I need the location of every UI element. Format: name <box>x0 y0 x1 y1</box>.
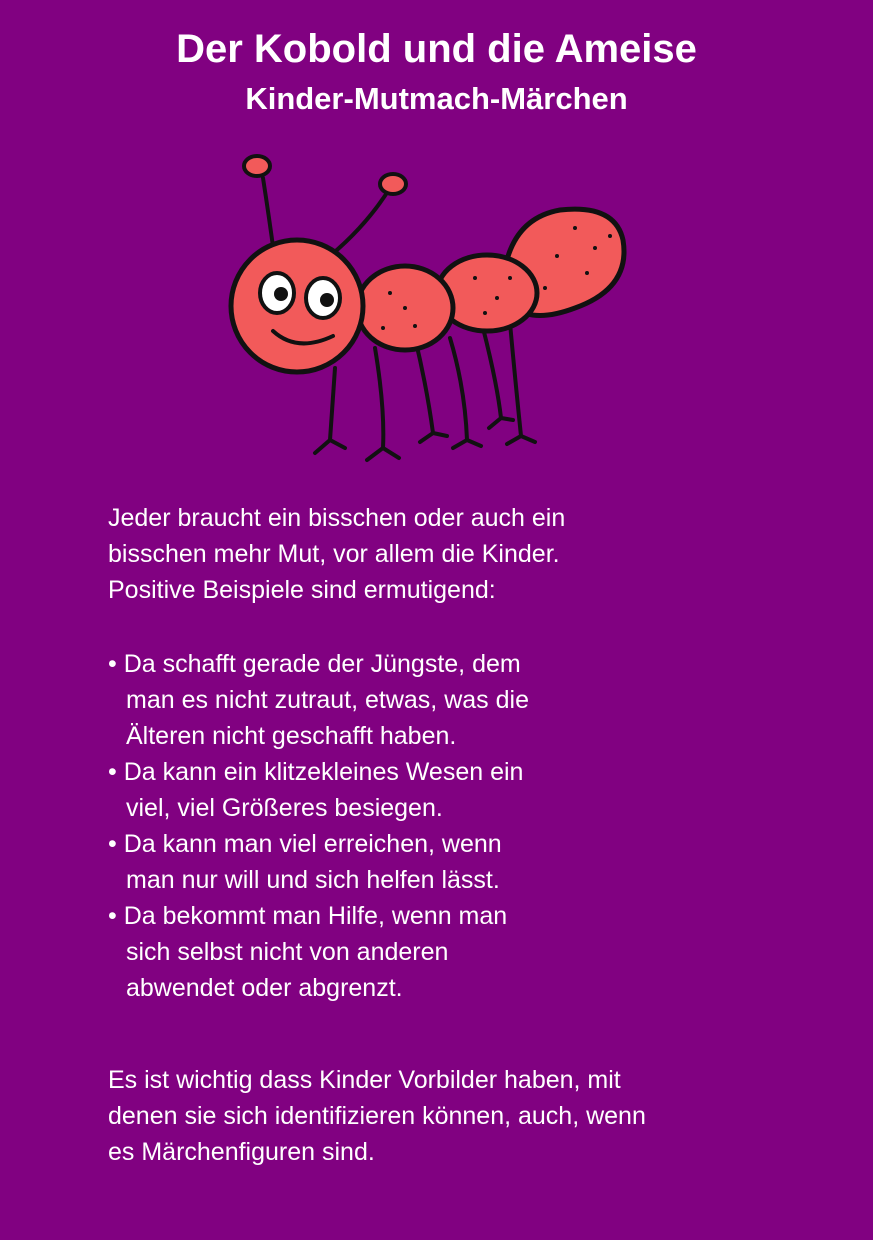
closing-paragraph <box>108 1062 828 1170</box>
list-item-line: • Da kann ein klitzekleines Wesen ein <box>108 758 524 786</box>
list-item-line: abwendet oder abgrenzt. <box>126 974 403 1002</box>
list-item <box>108 826 828 898</box>
list-item-line: • Da bekommt man Hilfe, wenn man <box>108 902 508 930</box>
text-line: es Märchenfiguren sind. <box>108 1138 375 1166</box>
list-item-line: • Da kann man viel erreichen, wenn <box>108 830 502 858</box>
list-item <box>108 754 828 826</box>
intro-paragraph <box>108 500 828 608</box>
text-line: Es ist wichtig dass Kinder Vorbilder haben, mit <box>108 1066 621 1094</box>
text-line: Jeder braucht ein bisschen oder auch ein <box>108 504 566 532</box>
list-item-line: viel, viel Größeres besiegen. <box>126 794 443 822</box>
bullet-list <box>108 646 828 1006</box>
text-line: Positive Beispiele sind ermutigend: <box>108 576 496 604</box>
page-title: Der Kobold und die Ameise <box>176 27 697 71</box>
list-item-line: man nur will und sich helfen lässt. <box>126 866 500 894</box>
text-line: denen sie sich identifizieren können, auch, wenn <box>108 1102 646 1130</box>
ant-icon <box>215 148 635 466</box>
list-item-line: Älteren nicht geschafft haben. <box>126 722 457 750</box>
list-item <box>108 898 828 1006</box>
list-item <box>108 646 828 754</box>
list-item-line: sich selbst nicht von anderen <box>126 938 449 966</box>
page-subtitle: Kinder-Mutmach-Märchen <box>245 81 628 116</box>
list-item-line: man es nicht zutraut, etwas, was die <box>126 686 529 714</box>
text-line: bisschen mehr Mut, vor allem die Kinder. <box>108 540 560 568</box>
list-item-line: • Da schafft gerade der Jüngste, dem <box>108 650 521 678</box>
